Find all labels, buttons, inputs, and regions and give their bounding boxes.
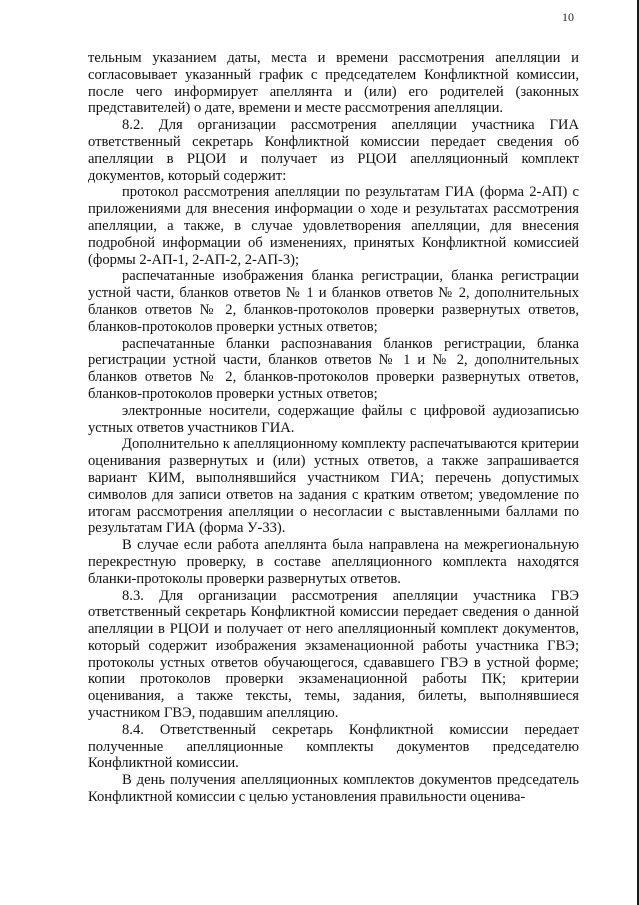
paragraph-8-3: 8.3. Для организации рассмотрения апелляции участника ГВЭ ответственный секретарь Конфликтной комиссии передает сведения о данной апелляции в РЦОИ и получает от него апелляционный комплект документов, который содержит изображения экзаменационной работы участника ГВЭ; протоколы устных ответов обучающегося, сдававшего ГВЭ в устной форме; копии протоколов проверки экзаменационной работы ПК; критерии оценивания, а также тексты, темы, задания, билеты, выполнявшиеся участником ГВЭ, подавшим апелляцию. <box>88 587 579 722</box>
page-number: 10 <box>562 10 574 24</box>
paragraph-additional: Дополнительно к апелляционному комплекту распечатываются критерии оценивания развернутых и (или) устных ответов, а также запрашивается вариант КИМ, выполнявшийся участником ГИА; перечень допустимых символов для записи ответов на задания с кратким ответом; уведомление по итогам рассмотрения апелляции о несогласии с выставленными баллами по результатам ГИА (форма У-33). <box>88 436 579 537</box>
paragraph-cross-check: В случае если работа апеллянта была направлена на межрегиональную перекрестную проверку, в составе апелляционного комплекта находятся бланки-протоколы проверки развернутых ответов. <box>88 537 579 587</box>
paragraph-8-2: 8.2. Для организации рассмотрения апелляции участника ГИА ответственный секретарь Конфликтной комиссии передает сведения об апелляции в РЦОИ и получает из РЦОИ апелляционный комплект документов, который содержит: <box>88 117 579 184</box>
paragraph-8-4: 8.4. Ответственный секретарь Конфликтной комиссии передает полученные апелляционные комплекты документов председателю Конфликтной комиссии. <box>88 721 579 772</box>
document-body <box>88 50 579 806</box>
paragraph-printed-images: распечатанные изображения бланка регистрации, бланка регистрации устной части, бланков ответов № 1 и бланков ответов № 2, дополнительных бланков ответов № 2, бланков-протоколов проверки развернутых ответов, бланков-протоколов проверки устных ответов; <box>88 268 579 335</box>
paragraph-1: тельным указанием даты, места и времени рассмотрения апелляции и согласовывает указанный график с председателем Конфликтной комиссии, после чего информирует апеллянта и (или) его родителей (законных представителей) о дате, времени и месте рассмотрения апелляции. <box>88 50 579 117</box>
paragraph-electronic-media: электронные носители, содержащие файлы с цифровой аудиозаписью устных ответов участников ГИА. <box>88 402 579 436</box>
paragraph-recognition-forms: распечатанные бланки распознавания бланков регистрации, бланка регистрации устной части, бланков ответов № 1 и № 2, дополнительных бланков ответов № 2, бланков-протоколов проверки развернутых ответов, бланков-протоколов проверки устных ответов; <box>88 335 579 402</box>
paragraph-protocol: протокол рассмотрения апелляции по результатам ГИА (форма 2-АП) с приложениями для внесения информации о ходе и результатах рассмотрения апелляции, а также, в случае удовлетворения апелляции, для внесения подробной информации об изменениях, принятых Конфликтной комиссией (формы 2-АП-1, 2-АП-2, 2-АП-3); <box>88 184 579 268</box>
paragraph-final: В день получения апелляционных комплектов документов председатель Конфликтной комиссии с целью установления правильности оценива- <box>88 772 579 806</box>
